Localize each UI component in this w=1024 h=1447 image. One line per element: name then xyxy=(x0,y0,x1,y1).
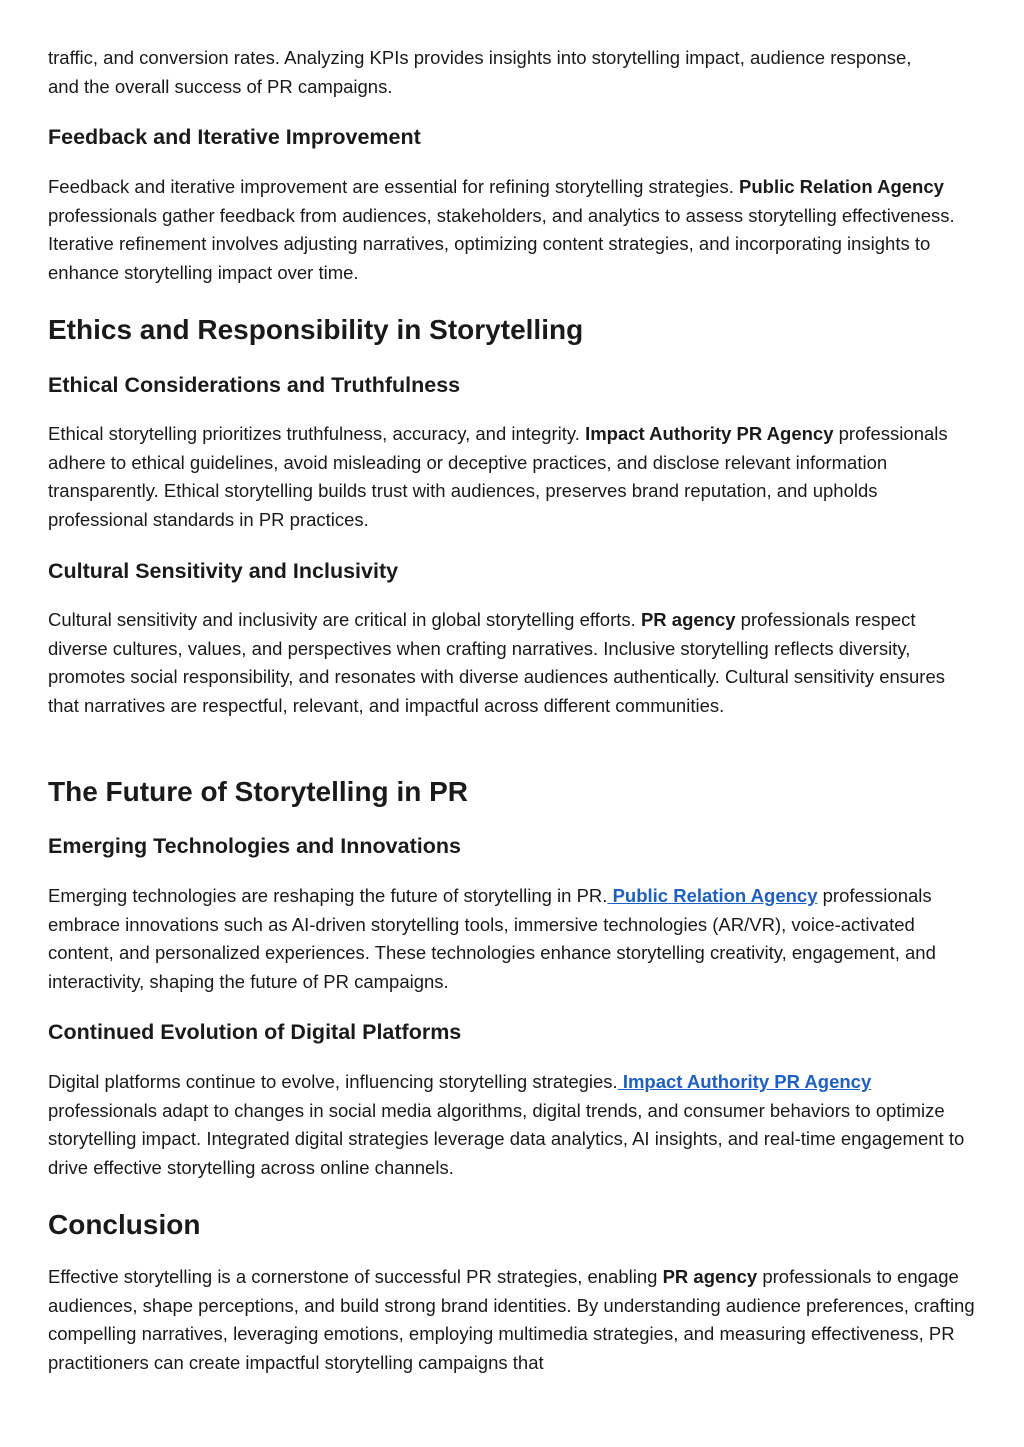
paragraph-feedback-text: Feedback and iterative improvement are essential for refining storytelling strategies. xyxy=(48,176,740,197)
link-impact-authority-pr-agency[interactable]: Impact Authority PR Agency xyxy=(617,1071,872,1092)
paragraph-digital-platforms xyxy=(48,1068,973,1182)
paragraph-kpi-continuation: traffic, and conversion rates. Analyzing KPIs provides insights into storytelling impact, audience response, and the overall success of PR campaigns. xyxy=(48,47,912,97)
paragraph-digital-text: Digital platforms continue to evolve, influencing storytelling strategies. xyxy=(48,1071,618,1092)
paragraph-cultural-sensitivity xyxy=(48,606,973,720)
bold-pr-agency-conclusion: PR agency xyxy=(662,1266,758,1287)
paragraph-cultural-text: Cultural sensitivity and inclusivity are critical in global storytelling efforts. xyxy=(48,609,641,630)
paragraph-feedback-text-end: professionals gather feedback from audiences, stakeholders, and analytics to assess storytelling effectiveness. Iterative refinement involves adjusting narratives, optimizing content strategies, and incorporating insights to enhance storytelling impact over time. xyxy=(48,204,955,283)
paragraph-cultural-text-end: professionals respect diverse cultures, values, and perspectives when crafting narratives. Inclusive storytelling reflects diversity, promotes social responsibility, and resonates with diverse audiences authentically. Cultural sensitivity ensures that narratives are respectful, relevant, and impactful across different communities. xyxy=(48,609,946,716)
paragraph-conclusion xyxy=(48,1263,978,1377)
paragraph-truthfulness-text-end: professionals adhere to ethical guidelines, avoid misleading or deceptive practices, and disclose relevant information transparently. Ethical storytelling builds trust with audiences, preserves brand reputation, and upholds professional standards in PR practices. xyxy=(48,423,948,530)
heading-truthfulness: Ethical Considerations and Truthfulness xyxy=(48,373,461,397)
paragraph-emerging-text-end: professionals embrace innovations such as AI-driven storytelling tools, immersive technologies (AR/VR), voice-activated content, and personalized experiences. These technologies enhance storytelling creativity, engagement, and interactivity, shaping the future of PR campaigns. xyxy=(48,885,936,992)
heading-digital-platforms: Continued Evolution of Digital Platforms xyxy=(48,1020,462,1044)
paragraph-truthfulness xyxy=(48,420,973,534)
paragraph-conclusion-text-end: professionals to engage audiences, shape perceptions, and build strong brand identities. By understanding audience preferences, crafting compelling narratives, leveraging emotions, employing multimedia strategies, and measuring effectiveness, PR practitioners can create impactful storytelling campaigns that xyxy=(48,1266,975,1373)
heading-emerging-technologies: Emerging Technologies and Innovations xyxy=(48,834,461,858)
bold-pr-agency: PR agency xyxy=(640,609,736,630)
paragraph-digital-text-end: professionals adapt to changes in social media algorithms, digital trends, and consumer behaviors to optimize storytelling impact. Integrated digital strategies leverage data analytics, AI insights, and real-time engagement to drive effective storytelling across online channels. xyxy=(48,1099,965,1178)
link-public-relation-agency[interactable]: Public Relation Agency xyxy=(607,885,818,906)
bold-impact-authority-pr-agency: Impact Authority PR Agency xyxy=(585,423,834,444)
heading-cultural-sensitivity: Cultural Sensitivity and Inclusivity xyxy=(48,559,399,583)
paragraph-emerging-text: Emerging technologies are reshaping the future of storytelling in PR. xyxy=(48,885,608,906)
heading-ethics: Ethics and Responsibility in Storytelling xyxy=(48,314,584,345)
paragraph-truthfulness-text: Ethical storytelling prioritizes truthfulness, accuracy, and integrity. xyxy=(48,423,586,444)
heading-conclusion: Conclusion xyxy=(48,1209,201,1240)
paragraph-feedback xyxy=(48,173,973,287)
paragraph-conclusion-text: Effective storytelling is a cornerstone of successful PR strategies, enabling xyxy=(48,1266,663,1287)
bold-public-relation-agency: Public Relation Agency xyxy=(739,176,944,197)
heading-future: The Future of Storytelling in PR xyxy=(48,776,468,807)
paragraph-emerging-technologies xyxy=(48,882,973,996)
heading-feedback: Feedback and Iterative Improvement xyxy=(48,125,421,149)
